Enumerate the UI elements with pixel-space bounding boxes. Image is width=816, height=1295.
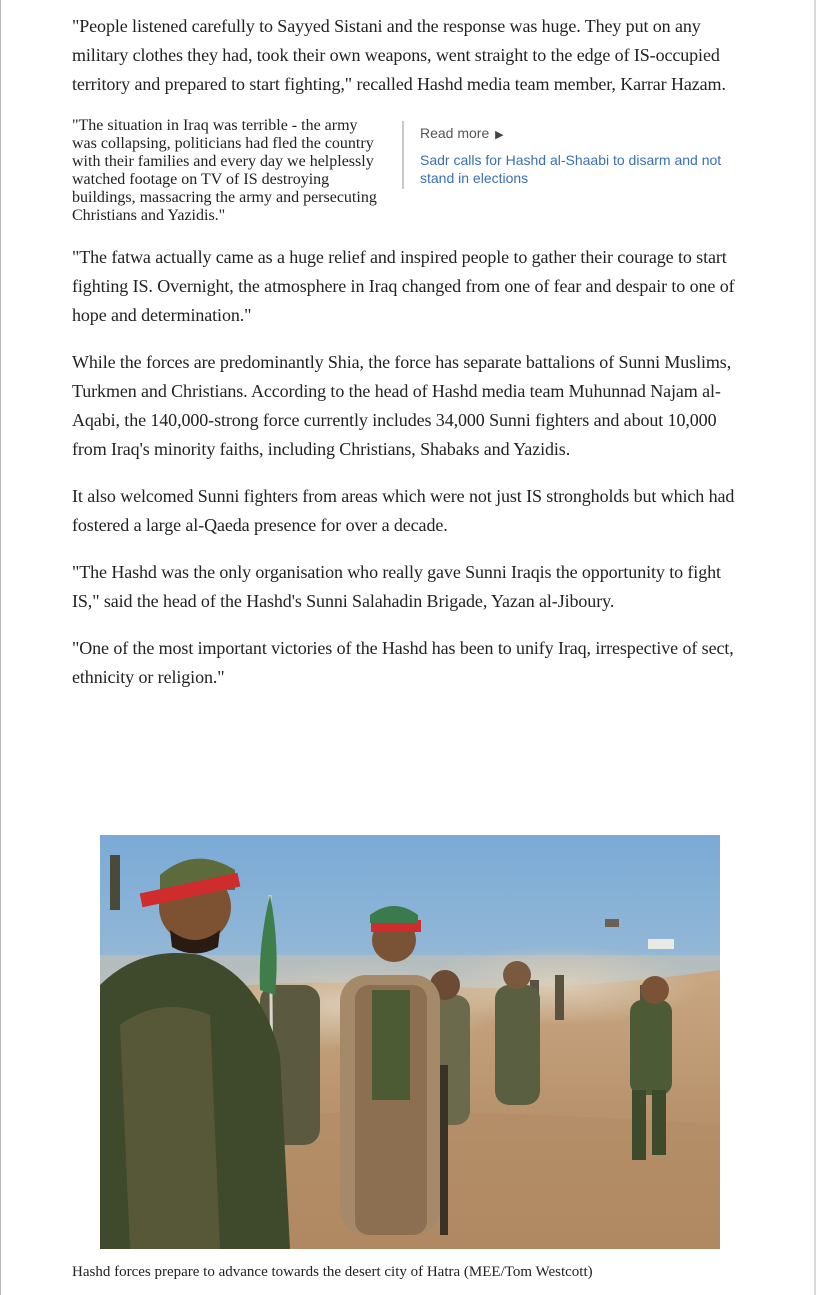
- article-photo: [100, 835, 720, 1249]
- article-paragraph-7: "One of the most important victories of the Hashd has been to unify Iraq, irrespective of sect, ethnicity or religion.": [72, 638, 734, 687]
- article-body: [72, 0, 752, 710]
- article-paragraph-5: It also welcomed Sunni fighters from areas which were not just IS strongholds but which had fostered a large al-Qaeda presence for over a decade.: [72, 486, 735, 535]
- page-left-border: [0, 0, 1, 1295]
- article-paragraph-1: "People listened carefully to Sayyed Sistani and the response was huge. They put on any military clothes they had, took their own weapons, went straight to the edge of IS-occupied territory and prepared to start fighting," recalled Hashd media team member, Karrar Hazam.: [72, 16, 726, 94]
- read-more-label: Read more: [420, 125, 490, 141]
- photo-caption: Hashd forces prepare to advance towards the desert city of Hatra (MEE/Tom Westcott): [72, 1264, 593, 1280]
- article-paragraph-2-text: "The situation in Iraq was terrible - the army was collapsing, politicians had fled the country with their families and every day we helplessly watched footage on TV of IS destroying buildings, massacring the army and persecuting Christians and Yazidis.": [72, 117, 377, 224]
- read-more-heading: [420, 123, 738, 145]
- read-more-box: [402, 121, 738, 189]
- article-paragraph-6: "The Hashd was the only organisation who really gave Sunni Iraqis the opportunity to fight IS," said the head of the Hashd's Sunni Salahadin Brigade, Yazan al-Jiboury.: [72, 562, 721, 611]
- play-triangle-icon: ▶: [495, 129, 504, 141]
- read-more-link[interactable]: Sadr calls for Hashd al-Shaabi to disarm and not stand in elections: [420, 152, 722, 186]
- article-paragraph-3: "The fatwa actually came as a huge relief and inspired people to gather their courage to start fighting IS. Overnight, the atmosphere in Iraq changed from one of fear and despair to one of hope and determination.": [72, 247, 735, 325]
- article-paragraph-4: While the forces are predominantly Shia, the force has separate battalions of Sunni Muslims, Turkmen and Christians. According to the head of Hashd media team Muhunnad Najam al-Aqabi, the 140,000-strong force currently includes 34,000 Sunni fighters and about 10,000 from Iraq's minority faiths, including Christians, Shabaks and Yazidis.: [72, 352, 732, 459]
- photo-soldiers-desert: [100, 835, 720, 1249]
